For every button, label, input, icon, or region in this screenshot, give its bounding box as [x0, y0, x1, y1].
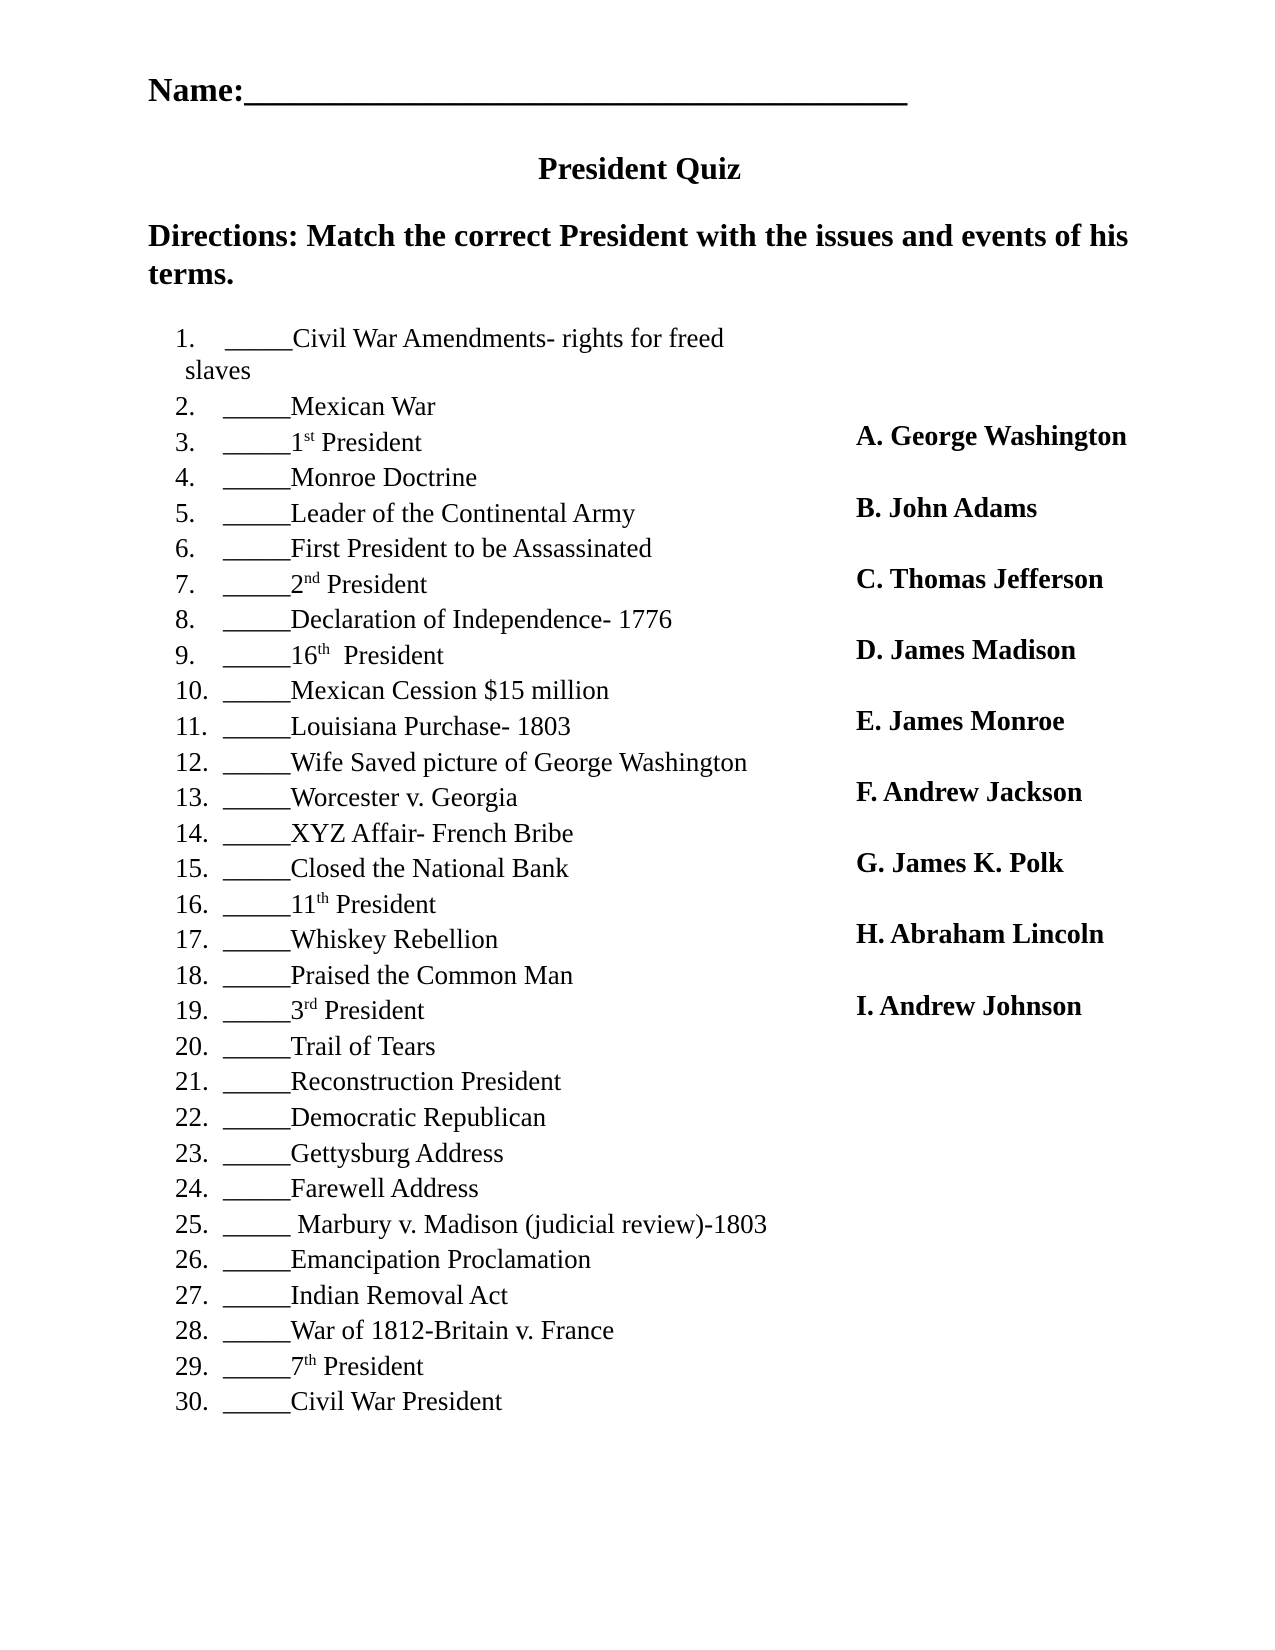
question-text — [291, 427, 422, 457]
question-number: 26. — [175, 1244, 209, 1274]
question-item — [175, 566, 427, 602]
question-text-continued: slaves — [185, 355, 251, 385]
question-item — [175, 921, 498, 957]
question-item — [175, 886, 436, 922]
question-text: Civil War Amendments- rights for freed — [292, 323, 724, 353]
ordinal-number: 3 — [290, 995, 304, 1025]
answer-blank[interactable]: _____ — [223, 960, 291, 990]
answer-blank[interactable]: _____ — [223, 675, 291, 705]
question-item — [175, 1241, 591, 1277]
question-number: 8. — [175, 604, 196, 634]
question-number: 23. — [175, 1138, 209, 1168]
ordinal-label: President — [314, 427, 422, 457]
question-text: Worcester v. Georgia — [290, 782, 518, 812]
question-number: 30. — [175, 1386, 209, 1416]
question-text: Emancipation Proclamation — [290, 1244, 592, 1274]
answer-choice: D. James Madison — [856, 635, 1077, 666]
question-item — [175, 1063, 561, 1099]
question-number: 4. — [175, 462, 196, 492]
ordinal-suffix: st — [304, 428, 315, 445]
question-item — [175, 850, 569, 886]
answer-blank[interactable]: _____ — [223, 1066, 291, 1096]
question-text: Farewell Address — [290, 1173, 479, 1203]
question-text — [291, 889, 437, 919]
page-title-text: President Quiz — [538, 150, 741, 186]
question-number: 17. — [175, 924, 209, 954]
question-text: Reconstruction President — [290, 1066, 562, 1096]
question-number: 27. — [175, 1280, 209, 1310]
question-item — [175, 957, 573, 993]
answer-blank[interactable]: _____ — [223, 995, 291, 1025]
answer-choice: B. John Adams — [856, 493, 1038, 524]
answer-blank[interactable]: _____ — [223, 889, 291, 919]
question-number: 22. — [175, 1102, 209, 1132]
answer-choice: F. Andrew Jackson — [856, 777, 1083, 808]
question-number: 12. — [175, 747, 209, 777]
ordinal-number: 7 — [290, 1351, 304, 1381]
answer-blank[interactable]: _____ — [223, 853, 291, 883]
ordinal-label: President — [329, 640, 444, 670]
question-number: 16. — [175, 889, 209, 919]
question-item — [175, 815, 574, 851]
question-text: Praised the Common Man — [290, 960, 574, 990]
question-number: 18. — [175, 960, 209, 990]
answer-choice: I. Andrew Johnson — [856, 991, 1082, 1022]
directions-text: Directions: Match the correct President with the issues and events of his terms. — [148, 217, 1129, 291]
answer-blank[interactable]: _____ — [223, 818, 291, 848]
question-number: 19. — [175, 995, 209, 1025]
ordinal-suffix: th — [316, 890, 329, 907]
question-text: Leader of the Continental Army — [290, 498, 636, 528]
question-item — [175, 672, 609, 708]
question-item — [175, 1170, 479, 1206]
question-item — [175, 1206, 767, 1242]
answer-blank[interactable]: _____ — [223, 1173, 291, 1203]
answer-blank[interactable]: _____ — [223, 1280, 291, 1310]
answer-choice: G. James K. Polk — [856, 848, 1064, 879]
question-number: 11. — [175, 711, 208, 741]
question-text: Louisiana Purchase- 1803 — [290, 711, 571, 741]
answer-blank[interactable]: _____ — [223, 569, 291, 599]
question-item — [175, 601, 672, 637]
answer-blank[interactable]: _____ — [223, 1209, 291, 1239]
answer-blank[interactable]: _____ — [223, 1315, 291, 1345]
question-item — [175, 495, 635, 531]
ordinal-label: President — [328, 889, 437, 919]
question-item — [175, 459, 477, 495]
question-text: Indian Removal Act — [290, 1280, 508, 1310]
question-number: 21. — [175, 1066, 209, 1096]
question-number: 5. — [175, 498, 196, 528]
question-text: Mexican Cession $15 million — [290, 675, 610, 705]
answer-blank[interactable]: _____ — [223, 747, 291, 777]
question-item — [175, 320, 724, 356]
question-text: Monroe Doctrine — [290, 462, 478, 492]
question-number: 9. — [175, 640, 196, 670]
page-title — [0, 150, 1275, 187]
question-number: 3. — [175, 427, 196, 457]
question-text: Marbury v. Madison (judicial review)-1803 — [290, 1209, 768, 1239]
question-text: Democratic Republican — [290, 1102, 547, 1132]
ordinal-suffix: nd — [304, 570, 320, 587]
question-number: 15. — [175, 853, 209, 883]
answer-choice: E. James Monroe — [856, 706, 1065, 737]
question-text: XYZ Affair- French Bribe — [290, 818, 574, 848]
answer-blank[interactable]: _____ — [223, 1351, 291, 1381]
ordinal-number: 16 — [290, 640, 318, 670]
answer-blank[interactable]: _____ — [223, 1138, 291, 1168]
question-item — [175, 1028, 436, 1064]
question-item — [175, 1135, 504, 1171]
question-number: 24. — [175, 1173, 209, 1203]
question-item — [175, 744, 747, 780]
question-item — [175, 637, 444, 673]
question-number: 25. — [175, 1209, 209, 1239]
answer-blank[interactable]: _____ — [223, 533, 291, 563]
answer-choice: A. George Washington — [856, 421, 1127, 452]
answer-blank[interactable]: _____ — [223, 1244, 291, 1274]
question-text — [291, 569, 428, 599]
question-item — [175, 1312, 614, 1348]
question-item — [175, 779, 518, 815]
question-item — [175, 1277, 508, 1313]
ordinal-suffix: rd — [304, 996, 318, 1013]
question-text: Civil War President — [290, 1386, 503, 1416]
question-number: 7. — [175, 569, 196, 599]
answer-blank[interactable]: _____ — [223, 1386, 291, 1416]
question-text — [291, 995, 425, 1025]
question-item — [175, 992, 425, 1028]
question-item — [175, 530, 652, 566]
question-text — [291, 1351, 424, 1381]
question-number: 2. — [175, 391, 196, 421]
question-text — [291, 640, 444, 670]
question-item — [175, 424, 422, 460]
question-text: Wife Saved picture of George Washington — [290, 747, 748, 777]
ordinal-number: 1 — [290, 427, 304, 457]
question-text: Whiskey Rebellion — [290, 924, 499, 954]
question-text: Trail of Tears — [290, 1031, 436, 1061]
question-number: 10. — [175, 675, 209, 705]
answer-choice: H. Abraham Lincoln — [856, 919, 1105, 950]
ordinal-label: President — [317, 995, 425, 1025]
answer-blank[interactable]: _____ — [223, 924, 291, 954]
answer-blank[interactable]: _____ — [223, 1031, 291, 1061]
question-text: Gettysburg Address — [290, 1138, 504, 1168]
name-field-label: Name:_______________________________________ — [148, 72, 908, 109]
question-item — [175, 708, 571, 744]
question-text: War of 1812-Britain v. France — [290, 1315, 615, 1345]
answer-choice: C. Thomas Jefferson — [856, 564, 1104, 595]
question-text: First President to be Assassinated — [290, 533, 652, 563]
ordinal-suffix: th — [317, 641, 330, 658]
answer-blank[interactable]: _____ — [223, 498, 291, 528]
question-number: 14. — [175, 818, 209, 848]
question-text: Declaration of Independence- 1776 — [290, 604, 673, 634]
ordinal-label: President — [316, 1351, 424, 1381]
question-text: Closed the National Bank — [290, 853, 569, 883]
question-item — [175, 1383, 502, 1419]
question-number: 1. — [175, 323, 196, 353]
answer-blank[interactable]: _____ — [223, 604, 291, 634]
question-item — [175, 388, 436, 424]
question-number: 6. — [175, 533, 196, 563]
ordinal-label: President — [320, 569, 428, 599]
question-number: 20. — [175, 1031, 209, 1061]
answer-blank[interactable]: _____ — [223, 391, 291, 421]
answer-blank[interactable]: _____ — [223, 1102, 291, 1132]
answer-blank[interactable]: _____ — [223, 427, 291, 457]
answer-blank[interactable]: _____ — [223, 711, 291, 741]
answer-blank[interactable]: _____ — [225, 323, 293, 353]
answer-blank[interactable]: _____ — [223, 782, 291, 812]
question-text: Mexican War — [290, 391, 436, 421]
ordinal-number: 2 — [290, 569, 304, 599]
question-item — [175, 1348, 424, 1384]
question-number: 29. — [175, 1351, 209, 1381]
answer-blank[interactable]: _____ — [223, 462, 291, 492]
question-item — [175, 1099, 546, 1135]
ordinal-suffix: th — [304, 1352, 317, 1369]
answer-blank[interactable]: _____ — [223, 640, 291, 670]
ordinal-number: 11 — [290, 889, 317, 919]
question-number: 28. — [175, 1315, 209, 1345]
question-number: 13. — [175, 782, 209, 812]
